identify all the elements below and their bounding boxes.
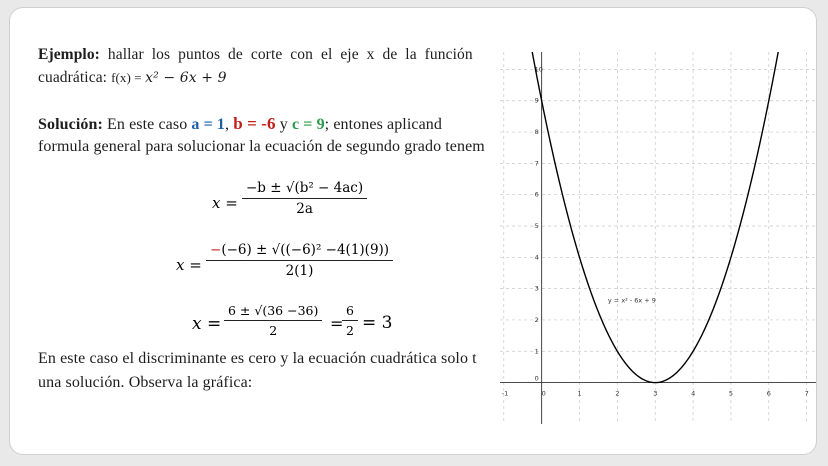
example-line-1	[38, 46, 473, 64]
formula2-numerator	[206, 242, 393, 261]
y-tick-label-9: 9	[534, 96, 539, 105]
y-tick-label-7: 7	[534, 159, 539, 168]
conclusion-line-2: una solución. Observa la gráfica:	[38, 374, 253, 391]
solution-y: y	[275, 116, 292, 133]
formula1-lhs: x =	[212, 194, 238, 212]
formula1-fraction	[242, 180, 367, 217]
formula1-denominator: 2a	[296, 201, 313, 217]
x-tick-label-6: 6	[766, 389, 771, 398]
y-tick-label-8: 8	[534, 128, 539, 137]
comma-1: ,	[225, 116, 234, 133]
coef-c: c = 9	[291, 116, 325, 133]
example-text: hallar los puntos de corte con el eje x de la función	[99, 46, 473, 63]
slide	[9, 7, 817, 455]
formula3-equals: =	[330, 314, 344, 333]
y-tick-label-2: 2	[534, 315, 539, 324]
formula2-neg: −	[210, 242, 222, 258]
y-tick-label-5: 5	[534, 222, 539, 230]
function-name: f(x) =	[111, 70, 146, 85]
solution-post: ; entones aplicand	[324, 116, 442, 133]
coef-b: b = -6	[233, 114, 276, 133]
x-tick-label-2: 2	[615, 389, 620, 398]
y-tick-label-3: 3	[534, 284, 539, 293]
solution-line-1	[38, 114, 442, 134]
x-tick-label-7: 7	[804, 389, 809, 398]
formula3-denominator-2: 2	[346, 323, 354, 338]
formula2-num-rest: (−6) ± √((−6)² −4(1)(9))	[221, 242, 390, 258]
formula1-numerator: −b ± √(b² − 4ac)	[242, 180, 367, 199]
formula2-fraction	[206, 242, 393, 279]
formula3-lhs: x =	[192, 314, 222, 334]
x-tick-label-3: 3	[653, 389, 658, 398]
solution-pre: En este caso	[102, 116, 192, 133]
y-tick-label-10: 10	[534, 65, 543, 74]
formula3-fraction-1	[224, 303, 322, 338]
function-graph	[500, 52, 817, 424]
formula3-fraction-2	[342, 303, 358, 338]
x-tick-label-4: 4	[691, 389, 696, 398]
coef-a: a = 1	[191, 116, 226, 133]
solution-line-2: formula general para solucionar la ecuación de segundo grado tenem	[38, 138, 485, 155]
y-tick-label-0: 0	[534, 374, 539, 383]
formula3-numerator-1: 6 ± √(36 −36)	[224, 303, 322, 321]
function-expression: x² − 6x + 9	[145, 70, 227, 86]
y-tick-label-4: 4	[534, 253, 539, 262]
formula3-denominator-1: 2	[269, 323, 278, 338]
conclusion-line-1: En este caso el discriminante es cero y la ecuación cuadrática solo t	[38, 350, 477, 367]
x-tick-label-0: 0	[541, 389, 546, 398]
x-tick-label-5: 5	[728, 389, 734, 398]
formula2-denominator: 2(1)	[285, 263, 314, 279]
example-label: Ejemplo:	[38, 46, 100, 63]
y-tick-label-6: 6	[534, 190, 539, 199]
y-tick-label-1: 1	[534, 347, 539, 356]
formula3-result: = 3	[362, 313, 393, 333]
solution-label: Solución:	[38, 116, 103, 133]
graph-svg	[500, 52, 817, 424]
formula3-numerator-2: 6	[342, 303, 358, 321]
x-tick-label--1: -1	[501, 389, 509, 398]
x-tick-label-1: 1	[577, 389, 582, 398]
formula2-lhs: x =	[176, 256, 202, 274]
example-line-2	[38, 69, 227, 87]
curve-label: y = x² - 6x + 9	[607, 296, 656, 305]
example-line2-prefix: cuadrática:	[38, 69, 112, 86]
